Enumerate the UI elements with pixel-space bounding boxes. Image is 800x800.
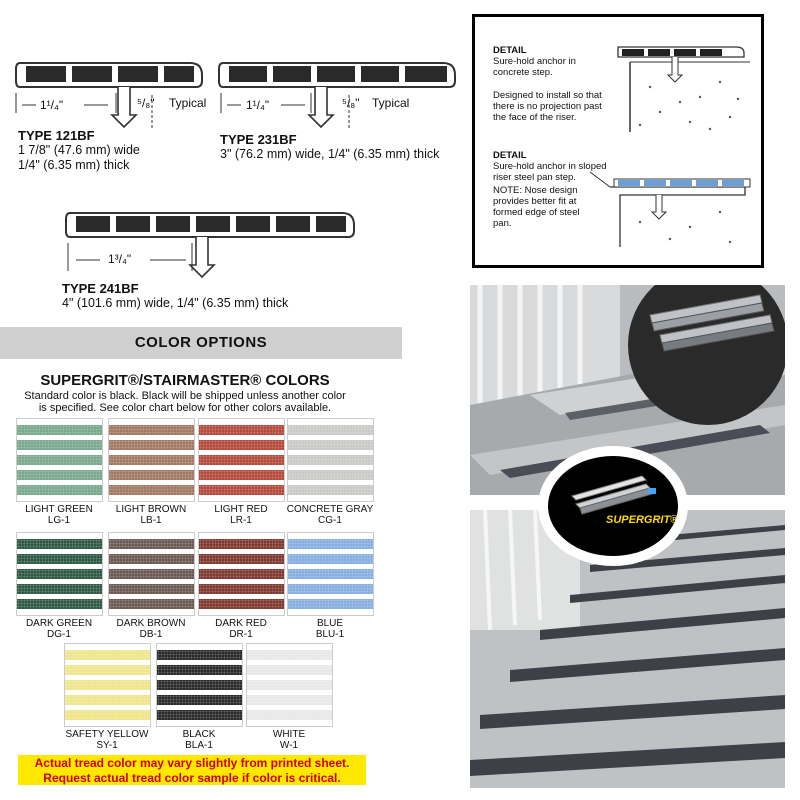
swatch-stripe — [65, 680, 150, 690]
swatch-stripe — [157, 665, 242, 675]
type-231bf-depth-dim: ⁵/₈" — [342, 96, 360, 110]
type-241bf-width-dim: 1³/₄" — [108, 252, 132, 266]
swatch-stripe — [288, 455, 373, 465]
type-121bf-width-dim: 1¹/₄" — [40, 98, 64, 112]
swatch-dark-red — [198, 532, 285, 616]
type-121bf-typical: Typical — [169, 96, 207, 110]
swatch-stripe — [247, 680, 332, 690]
swatch-stripe — [109, 440, 194, 450]
detail1-heading: DETAIL — [493, 45, 527, 56]
type-121bf-title: TYPE 121BF — [18, 128, 95, 143]
detail1-note: Designed to install so that there is no projection past the face of the riser. — [493, 90, 602, 123]
swatch-name: WHITE — [272, 729, 306, 740]
swatch-stripe — [199, 569, 284, 579]
supergrit-brand: SUPERGRIT® — [606, 514, 678, 526]
swatch-name: DARK BROWN — [116, 618, 186, 629]
swatch-black — [156, 643, 243, 727]
swatch-name: DARK GREEN — [25, 618, 93, 629]
swatch-stripe — [65, 650, 150, 660]
swatch-stripe — [288, 539, 373, 549]
swatch-stripe — [65, 710, 150, 720]
swatch-name: DARK RED — [215, 618, 267, 629]
swatch-stripe — [17, 554, 102, 564]
swatch-stripe — [288, 425, 373, 435]
detail1-text: Sure-hold anchor in concrete step. — [493, 56, 576, 78]
type-241bf-profile — [62, 205, 362, 285]
swatch-stripe — [247, 695, 332, 705]
colors-heading: SUPERGRIT®/STAIRMASTER® COLORS — [40, 372, 330, 389]
swatch-light-red — [198, 418, 285, 502]
swatch-light-green — [16, 418, 103, 502]
type-121bf-thickness: 1/4" (6.35 mm) thick — [18, 158, 130, 172]
swatch-stripe — [199, 599, 284, 609]
swatch-stripe — [247, 650, 332, 660]
swatch-stripe — [109, 455, 194, 465]
swatch-name: SAFETY YELLOW — [65, 729, 149, 740]
colors-intro-line1: Standard color is black. Black will be shipped unless another color — [24, 390, 346, 402]
swatch-stripe — [109, 539, 194, 549]
swatch-stripe — [288, 569, 373, 579]
swatch-code: LG-1 — [47, 515, 71, 526]
swatch-code: BLU-1 — [315, 629, 345, 640]
swatch-stripe — [17, 455, 102, 465]
warning-line1: Actual tread color may vary slightly from printed sheet. — [34, 756, 350, 770]
swatch-stripe — [247, 665, 332, 675]
swatch-stripe — [109, 569, 194, 579]
type-121bf-profile — [12, 55, 212, 135]
swatch-name: BLACK — [182, 729, 216, 740]
steel-pan-diagram — [580, 167, 755, 257]
swatch-stripe — [199, 455, 284, 465]
swatch-stripe — [157, 650, 242, 660]
swatch-name: BLUE — [316, 618, 344, 629]
swatch-stripe — [288, 470, 373, 480]
swatch-code: CG-1 — [318, 515, 342, 526]
swatch-name: LIGHT BROWN — [115, 504, 187, 515]
swatch-stripe — [65, 665, 150, 675]
warning-line2: Request actual tread color sample if color is critical. — [43, 771, 341, 785]
concrete-step-diagram — [610, 37, 750, 137]
swatch-stripe — [199, 485, 284, 495]
type-231bf-typical: Typical — [372, 96, 410, 110]
type-241bf-title: TYPE 241BF — [62, 281, 139, 296]
swatch-stripe — [288, 440, 373, 450]
swatch-code: SY-1 — [96, 740, 118, 751]
swatch-stripe — [247, 710, 332, 720]
swatch-stripe — [109, 584, 194, 594]
colors-intro-line2: is specified. See color chart below for other colors available. — [38, 402, 332, 414]
swatch-code: DR-1 — [229, 629, 253, 640]
swatch-dark-green — [16, 532, 103, 616]
swatch-stripe — [109, 425, 194, 435]
swatch-code: BLA-1 — [185, 740, 213, 751]
swatch-dark-brown — [108, 532, 195, 616]
tread-closeup-icon — [566, 474, 666, 519]
swatch-stripe — [17, 470, 102, 480]
type-121bf-depth-dim: ⁵/₈" — [137, 96, 155, 110]
color-options-band — [0, 327, 402, 359]
type-241bf-description: 4" (101.6 mm) wide, 1/4" (6.35 mm) thick — [62, 296, 289, 310]
swatch-light-brown — [108, 418, 195, 502]
type-231bf-width-dim: 1¹/₄" — [246, 98, 270, 112]
swatch-name: LIGHT RED — [214, 504, 268, 515]
swatch-stripe — [17, 599, 102, 609]
supergrit-badge — [538, 446, 688, 566]
detail2-text: Sure-hold anchor in sloped riser steel pan step. — [493, 161, 607, 183]
swatch-stripe — [17, 485, 102, 495]
swatch-stripe — [109, 599, 194, 609]
swatch-stripe — [17, 539, 102, 549]
swatch-stripe — [288, 599, 373, 609]
swatch-stripe — [288, 584, 373, 594]
detail2-heading: DETAIL — [493, 150, 527, 161]
swatch-stripe — [109, 470, 194, 480]
swatch-stripe — [199, 584, 284, 594]
swatch-stripe — [199, 554, 284, 564]
swatch-stripe — [157, 710, 242, 720]
swatch-concrete-gray — [287, 418, 374, 502]
swatch-stripe — [109, 485, 194, 495]
swatch-stripe — [17, 440, 102, 450]
swatch-stripe — [157, 695, 242, 705]
swatch-stripe — [157, 680, 242, 690]
swatch-code: DG-1 — [47, 629, 71, 640]
swatch-name: LIGHT GREEN — [25, 504, 93, 515]
swatch-code: LB-1 — [140, 515, 162, 526]
swatch-code: LR-1 — [230, 515, 252, 526]
swatch-stripe — [17, 425, 102, 435]
type-231bf-profile — [215, 55, 465, 135]
swatch-stripe — [199, 425, 284, 435]
swatch-stripe — [17, 584, 102, 594]
swatch-blue — [287, 532, 374, 616]
type-231bf-description: 3" (76.2 mm) wide, 1/4" (6.35 mm) thick — [220, 147, 440, 161]
swatch-safety-yellow — [64, 643, 151, 727]
swatch-stripe — [199, 539, 284, 549]
type-231bf-title: TYPE 231BF — [220, 132, 297, 147]
type-121bf-width: 1 7/8" (47.6 mm) wide — [18, 143, 140, 157]
swatch-white — [246, 643, 333, 727]
detail-box — [472, 14, 764, 268]
swatch-stripe — [288, 554, 373, 564]
swatch-stripe — [109, 554, 194, 564]
detail2-note: NOTE: Nose design provides better fit at formed edge of steel pan. — [493, 185, 580, 229]
swatch-stripe — [65, 695, 150, 705]
swatch-code: W-1 — [279, 740, 299, 751]
swatch-stripe — [199, 440, 284, 450]
color-warning — [18, 755, 366, 785]
swatch-stripe — [199, 470, 284, 480]
swatch-code: DB-1 — [139, 629, 163, 640]
swatch-stripe — [17, 569, 102, 579]
swatch-name: CONCRETE GRAY — [286, 504, 374, 515]
swatch-stripe — [288, 485, 373, 495]
color-options-title: COLOR OPTIONS — [134, 334, 268, 351]
